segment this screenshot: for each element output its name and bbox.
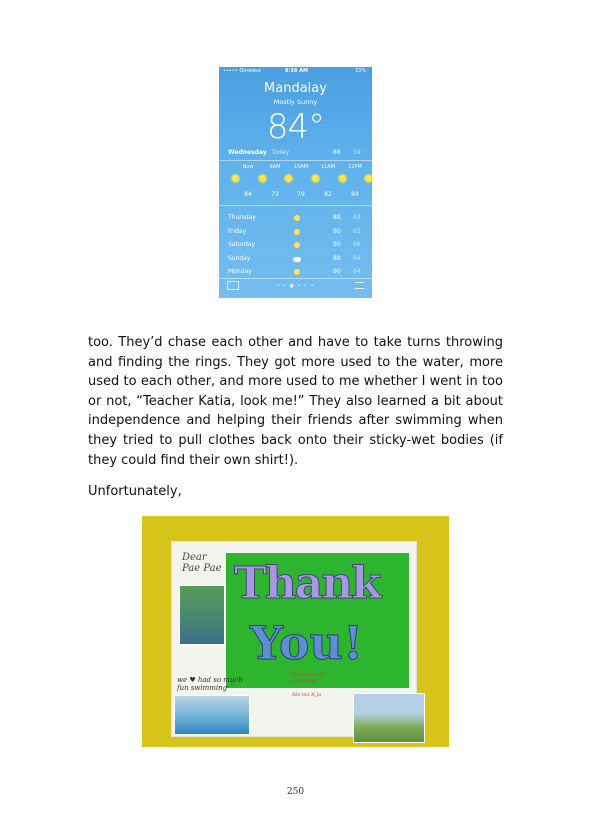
today-day: Wednesday [228, 149, 267, 156]
forecast-row [228, 252, 363, 266]
cloud-icon [293, 257, 301, 262]
you-lettering: You! [250, 616, 364, 670]
forecast-high: 88 [333, 214, 341, 221]
forecast-high: 88 [333, 254, 341, 262]
forecast-day: Friday [228, 227, 247, 235]
battery-label: 33% [354, 68, 366, 74]
hour-temp: 84 [351, 191, 359, 198]
sun-icon [294, 229, 300, 235]
swimming-photo [180, 586, 224, 644]
forecast-high: 90 [333, 241, 341, 248]
list-icon[interactable] [355, 282, 364, 289]
thank-lettering: Thank [234, 558, 380, 609]
sun-icon [365, 175, 372, 182]
carrier-label: ••••• Ooredoo [223, 68, 261, 74]
city-name: Mandalay [264, 81, 327, 96]
hour-label: 1P [377, 164, 385, 170]
forecast-day: Sunday [228, 254, 251, 262]
sun-icon [294, 215, 300, 221]
hour-label: 10AM [293, 164, 309, 170]
weekly-forecast [228, 211, 363, 279]
divider [219, 160, 372, 161]
playground-photo [354, 694, 424, 742]
sun-icon [294, 242, 300, 248]
status-bar [219, 67, 372, 76]
forecast-low: 64 [353, 254, 361, 262]
sun-icon [312, 175, 319, 182]
thank-you-poster-photo [142, 516, 449, 747]
hour-temp: 84 [244, 191, 252, 198]
sun-icon [339, 175, 346, 182]
today-row [228, 148, 363, 158]
hour-label: 11AM [320, 164, 336, 170]
weather-condition: Mostly Sunny [273, 98, 318, 106]
hour-label: Now [242, 164, 254, 170]
hour-temp: 82 [324, 191, 332, 198]
forecast-row [228, 238, 363, 252]
status-time: 8:56 AM [285, 68, 309, 74]
forecast-high: 90 [333, 227, 341, 235]
sun-icon [285, 175, 292, 182]
hour-temp: 73 [271, 191, 279, 198]
forecast-low: 63 [353, 227, 361, 235]
body-paragraph: Unfortunately, [88, 484, 182, 499]
hour-label: 12PM [348, 164, 362, 170]
divider [219, 278, 372, 279]
today-label: Today [271, 149, 290, 156]
hour-temp: 79 [297, 191, 305, 198]
forecast-high: 90 [333, 268, 341, 275]
forecast-day: Saturday [228, 241, 256, 248]
hourly-forecast[interactable] [219, 164, 385, 204]
sun-icon [232, 175, 239, 182]
forecast-row [228, 265, 363, 279]
current-temperature: 84° [266, 107, 325, 147]
hour-label: 9AM [269, 164, 281, 170]
page-number: 250 [286, 787, 305, 797]
hour-temp: 84 [377, 191, 385, 198]
poster-greeting: Dear Pae Pae [182, 552, 222, 574]
body-paragraph: too. They’d chase each other and have to take turns throwing and finding the rings. They got more used to the water, more used to each other, and more used to me whether I went in too or not, “Teacher Katia, look me!” They also learned a bit about independence and helping their friends after swimming when they tried to pull clothes back onto their sticky-wet bodies (if they could find their own shirt!). [88, 335, 503, 468]
poster-note: Thank you for swimming [290, 672, 326, 684]
today-low: 59 [353, 149, 361, 156]
sun-icon [294, 269, 300, 275]
forecast-low: 66 [353, 241, 361, 248]
pool-photo [175, 696, 249, 734]
forecast-row [228, 225, 363, 239]
today-high: 88 [333, 149, 341, 156]
page-indicator[interactable]: • • ● • • • [276, 283, 315, 289]
poster-board [172, 542, 416, 736]
sun-icon [259, 175, 266, 182]
poster-note: Ma-ma K.Ja [292, 692, 322, 698]
poster-caption: we ♥ had so much fun swimming [177, 676, 243, 692]
forecast-low: 64 [353, 268, 361, 275]
forecast-row [228, 211, 363, 225]
forecast-low: 63 [353, 214, 361, 221]
weather-app-screenshot [219, 67, 385, 298]
divider [219, 205, 372, 206]
forecast-day: Monday [228, 268, 252, 275]
forecast-day: Thursday [228, 214, 256, 221]
